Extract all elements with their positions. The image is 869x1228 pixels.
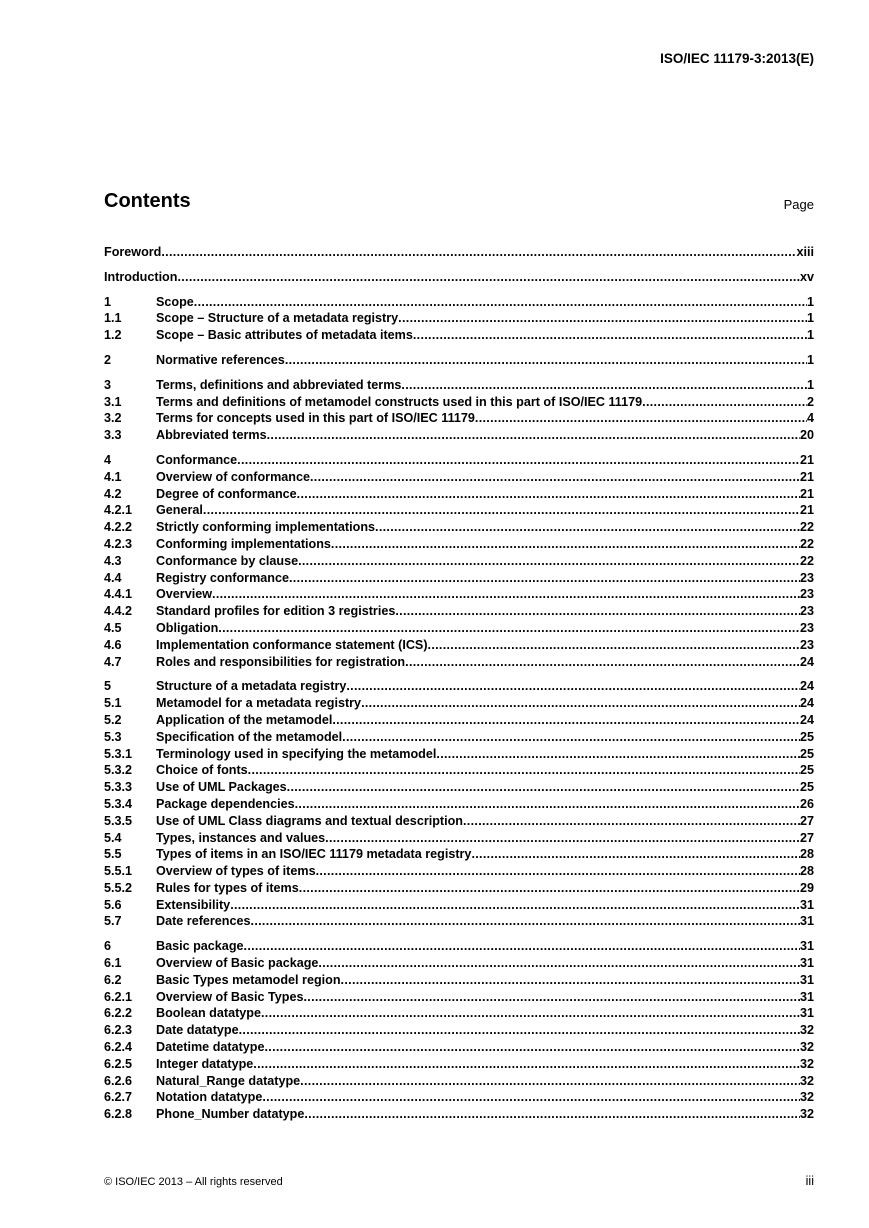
toc-entry[interactable] [104,519,814,536]
toc-entry[interactable] [104,352,814,369]
toc-entry-page: 1 [806,294,814,309]
toc-entry-label: Scope [156,294,194,309]
toc-entry-number: 5.3.3 [104,780,133,795]
toc-entry-label: Package dependencies [156,796,295,811]
toc-entry[interactable] [104,394,814,411]
toc-leader-dots [342,729,800,746]
toc-entry-page: 21 [799,452,814,467]
toc-entry-label: Normative references [156,352,285,367]
toc-entry-label: Overview of Basic package [156,956,319,971]
toc-entry-page: 24 [799,654,814,669]
toc-entry-number: 6.2 [104,972,122,987]
toc-group [104,269,814,286]
toc-entry[interactable] [104,570,814,587]
toc-entry-number: 5.1 [104,696,122,711]
toc-leader-dots [398,310,807,327]
toc-entry-number: 3.3 [104,428,122,443]
toc-group [104,294,814,344]
toc-entry-number: 6.2.1 [104,989,133,1004]
toc-entry-label: Boolean datatype [156,1006,261,1021]
toc-group [104,377,814,444]
toc-leader-dots [405,654,800,671]
toc-entry[interactable] [104,294,814,311]
toc-entry-number: 5.2 [104,712,122,727]
toc-entry-page: 32 [799,1040,814,1055]
toc-leader-dots [264,1039,800,1056]
toc-leader-dots [218,620,800,637]
toc-leader-dots [230,897,800,914]
toc-entry-number: 4.5 [104,620,122,635]
toc-entry-number: 4.4.2 [104,604,133,619]
toc-entry[interactable] [104,830,814,847]
toc-entry-page: 32 [799,1073,814,1088]
toc-entry-number: 4.2.2 [104,520,133,535]
toc-entry-page: 23 [799,587,814,602]
toc-leader-dots [316,863,800,880]
toc-entry-label: Standard profiles for edition 3 registries [156,604,396,619]
toc-entry-number: 6.2.7 [104,1090,133,1105]
toc-entry-label: General [156,503,203,518]
toc-group [104,244,814,261]
toc-leader-dots [237,452,800,469]
toc-entry[interactable] [104,1022,814,1039]
toc-entry[interactable] [104,989,814,1006]
toc-leader-dots [203,502,800,519]
toc-entry-label: Abbreviated terms [156,428,267,443]
toc-entry-page: 32 [799,1090,814,1105]
toc-leader-dots [325,830,800,847]
toc-entry-page: 32 [799,1023,814,1038]
toc-leader-dots [295,796,800,813]
toc-leader-dots [244,938,800,955]
toc-entry-page: 31 [799,897,814,912]
toc-leader-dots [413,327,807,344]
toc-entry-label: Obligation [156,620,219,635]
toc-leader-dots [177,269,800,286]
toc-entry-number: 5.5 [104,847,122,862]
toc-leader-dots [212,586,800,603]
toc-entry-page: xv [799,269,814,284]
toc-entry-label: Structure of a metadata registry [156,679,347,694]
toc-entry-label: Roles and responsibilities for registration [156,654,406,669]
toc-entry-page: 27 [799,830,814,845]
toc-entry[interactable] [104,427,814,444]
toc-leader-dots [161,244,796,261]
toc-leader-dots [261,1005,800,1022]
toc-entry[interactable] [104,553,814,570]
toc-leader-dots [253,1056,800,1073]
toc-leader-dots [289,570,800,587]
toc-entry[interactable] [104,913,814,930]
toc-entry[interactable] [104,695,814,712]
toc-entry[interactable] [104,1106,814,1123]
toc-leader-dots [285,352,807,369]
toc-entry-page: 1 [806,311,814,326]
toc-entry-number: 4.2 [104,486,122,501]
toc-leader-dots [318,955,800,972]
toc-leader-dots [310,469,800,486]
toc-entry[interactable] [104,762,814,779]
toc-entry-number: 3.1 [104,394,122,409]
toc-entry-label: Metamodel for a metadata registry [156,696,362,711]
toc-entry-label: Specification of the metamodel [156,729,343,744]
toc-entry-number: 5.3.4 [104,796,133,811]
toc-entry-label: Introduction [104,269,178,284]
toc-entry-page: 24 [799,679,814,694]
toc-entry-page: xiii [796,245,814,259]
toc-leader-dots [375,519,800,536]
toc-entry[interactable] [104,603,814,620]
toc-entry-number: 4.1 [104,469,122,484]
toc-entry[interactable] [104,586,814,603]
toc-entry-page: 28 [799,864,814,879]
toc-leader-dots [299,880,800,897]
toc-entry[interactable] [104,1073,814,1090]
toc-entry[interactable] [104,846,814,863]
toc-entry[interactable] [104,880,814,897]
toc-entry-page: 24 [799,712,814,727]
toc-entry[interactable] [104,712,814,729]
toc-entry[interactable] [104,1089,814,1106]
toc-entry-number: 6.2.3 [104,1023,133,1038]
toc-entry-page: 28 [799,847,814,862]
toc-entry-page: 31 [799,1006,814,1021]
toc-entry-number: 4.4 [104,570,122,585]
toc-entry[interactable] [104,502,814,519]
toc-leader-dots [361,695,800,712]
toc-entry-label: Terms, definitions and abbreviated terms [156,377,402,392]
toc-entry-number: 4.6 [104,637,122,652]
toc-entry[interactable] [104,729,814,746]
toc-entry[interactable] [104,938,814,955]
toc-entry-page: 25 [799,746,814,761]
toc-entry-page: 25 [799,780,814,795]
toc-entry-label: Use of UML Packages [156,780,287,795]
toc-leader-dots [642,394,807,411]
table-of-contents [104,244,814,1131]
toc-leader-dots [346,678,800,695]
footer-page-number: iii [805,1174,814,1188]
toc-entry-label: Foreword [104,245,162,259]
toc-entry-page: 1 [806,328,814,343]
toc-entry-page: 25 [799,729,814,744]
toc-entry-number: 1.2 [104,328,122,343]
toc-entry-number: 5.5.1 [104,864,133,879]
toc-group [104,678,814,930]
toc-entry-label: Scope – Basic attributes of metadata items [156,328,413,343]
toc-entry-number: 6.2.4 [104,1040,133,1055]
toc-entry-label: Basic package [156,939,244,954]
toc-entry-page: 21 [799,503,814,518]
toc-leader-dots [267,427,800,444]
toc-entry-page: 21 [799,469,814,484]
toc-entry-label: Terminology used in specifying the metamodel [156,746,437,761]
toc-entry[interactable] [104,620,814,637]
toc-entry-label: Terms for concepts used in this part of ISO/IEC 11179 [156,411,475,426]
toc-leader-dots [395,603,800,620]
toc-entry-number: 4.4.1 [104,587,133,602]
toc-leader-dots [475,410,807,427]
toc-leader-dots [262,1089,800,1106]
toc-entry[interactable] [104,779,814,796]
toc-entry-label: Types, instances and values [156,830,326,845]
toc-leader-dots [341,972,800,989]
toc-entry[interactable] [104,327,814,344]
toc-entry[interactable] [104,897,814,914]
toc-entry-page: 22 [799,536,814,551]
toc-entry-label: Basic Types metamodel region [156,972,341,987]
toc-entry-number: 6.2.6 [104,1073,133,1088]
toc-entry-number: 4.7 [104,654,122,669]
toc-entry-page: 29 [799,880,814,895]
toc-entry-label: Overview of conformance [156,469,310,484]
toc-entry-page: 22 [799,553,814,568]
toc-entry[interactable] [104,1056,814,1073]
toc-entry[interactable] [104,746,814,763]
toc-entry-number: 5.7 [104,914,122,929]
toc-entry-number: 1.1 [104,311,122,326]
toc-entry-label: Natural_Range datatype [156,1073,301,1088]
toc-entry-number: 5.5.2 [104,880,133,895]
toc-entry[interactable] [104,863,814,880]
toc-entry[interactable] [104,469,814,486]
toc-entry-label: Implementation conformance statement (ICS) [156,637,428,652]
toc-entry-number: 4.3 [104,553,122,568]
toc-entry-page: 31 [799,914,814,929]
toc-entry-number: 6.2.8 [104,1107,133,1122]
toc-entry-number: 6.1 [104,956,122,971]
toc-entry[interactable] [104,410,814,427]
toc-entry-page: 23 [799,637,814,652]
toc-leader-dots [401,377,807,394]
toc-entry[interactable] [104,678,814,695]
toc-entry-page: 32 [799,1056,814,1071]
toc-entry-number: 6 [104,939,112,954]
toc-leader-dots [239,1022,800,1039]
toc-entry-label: Conformance by clause [156,553,299,568]
toc-entry-page: 31 [799,939,814,954]
toc-leader-dots [298,553,800,570]
toc-entry-page: 1 [806,377,814,392]
toc-leader-dots [248,762,800,779]
toc-entry[interactable] [104,310,814,327]
toc-entry[interactable] [104,536,814,553]
toc-entry[interactable] [104,452,814,469]
toc-entry-page: 27 [799,813,814,828]
toc-entry-page: 2 [806,394,814,409]
toc-entry-label: Date datatype [156,1023,239,1038]
toc-entry[interactable] [104,486,814,503]
toc-entry-page: 22 [799,520,814,535]
toc-entry-number: 4 [104,452,112,467]
toc-entry-page: 4 [806,411,814,426]
toc-entry-number: 6.2.5 [104,1056,133,1071]
toc-entry-label: Application of the metamodel [156,712,333,727]
toc-entry-label: Date references [156,914,251,929]
page-title: Contents [104,190,191,212]
toc-leader-dots [287,779,800,796]
toc-entry[interactable] [104,377,814,394]
toc-entry-page: 26 [799,796,814,811]
toc-leader-dots [304,1106,800,1123]
toc-entry-page: 31 [799,989,814,1004]
toc-entry-number: 5 [104,679,112,694]
toc-entry[interactable] [104,269,814,286]
toc-leader-dots [297,486,800,503]
toc-group [104,352,814,369]
document-id-header: ISO/IEC 11179-3:2013(E) [660,51,814,66]
toc-entry[interactable] [104,654,814,671]
toc-entry-page: 1 [806,352,814,367]
toc-entry-label: Choice of fonts [156,763,248,778]
toc-group [104,938,814,1123]
toc-entry-page: 32 [799,1107,814,1122]
toc-entry-label: Overview [156,587,213,602]
copyright-footer: © ISO/IEC 2013 – All rights reserved [104,1176,283,1188]
toc-entry-label: Extensibility [156,897,231,912]
toc-leader-dots [471,846,800,863]
toc-entry[interactable] [104,972,814,989]
toc-leader-dots [303,989,800,1006]
toc-entry-label: Conformance [156,452,238,467]
toc-entry-label: Overview of types of items [156,864,316,879]
toc-entry-number: 3 [104,377,112,392]
toc-entry-label: Conforming implementations [156,536,331,551]
toc-entry-label: Terms and definitions of metamodel constructs used in this part of ISO/IEC 11179 [156,394,643,409]
toc-entry-number: 5.3.1 [104,746,133,761]
toc-leader-dots [436,746,800,763]
toc-entry-number: 6.2.2 [104,1006,133,1021]
toc-entry-page: 25 [799,763,814,778]
toc-leader-dots [194,294,807,311]
toc-entry-number: 1 [104,294,112,309]
toc-entry-page: 23 [799,604,814,619]
toc-entry-number: 3.2 [104,411,122,426]
toc-entry-label: Rules for types of items [156,880,299,895]
toc-entry[interactable] [104,1005,814,1022]
toc-entry-label: Overview of Basic Types [156,989,304,1004]
toc-entry-page: 31 [799,972,814,987]
toc-entry-label: Scope – Structure of a metadata registry [156,311,399,326]
toc-entry-number: 4.2.3 [104,536,133,551]
toc-entry-label: Notation datatype [156,1090,263,1105]
toc-entry[interactable] [104,1039,814,1056]
toc-entry[interactable] [104,813,814,830]
toc-entry-number: 5.4 [104,830,122,845]
toc-entry-page: 31 [799,956,814,971]
toc-leader-dots [428,637,800,654]
toc-leader-dots [251,913,800,930]
toc-group [104,452,814,670]
toc-entry-number: 5.6 [104,897,122,912]
toc-entry-page: 23 [799,570,814,585]
toc-entry-page: 20 [799,428,814,443]
toc-entry-label: Degree of conformance [156,486,297,501]
toc-entry[interactable] [104,244,814,261]
toc-leader-dots [463,813,800,830]
toc-entry-number: 4.2.1 [104,503,133,518]
toc-entry-label: Types of items in an ISO/IEC 11179 metadata registry [156,847,472,862]
toc-entry-number: 5.3.5 [104,813,133,828]
toc-entry-page: 23 [799,620,814,635]
toc-entry-page: 24 [799,696,814,711]
toc-leader-dots [331,536,800,553]
toc-entry-number: 2 [104,352,112,367]
toc-entry[interactable] [104,955,814,972]
toc-entry[interactable] [104,796,814,813]
toc-entry-label: Registry conformance [156,570,289,585]
toc-entry-label: Integer datatype [156,1056,254,1071]
toc-entry-page: 21 [799,486,814,501]
toc-entry-number: 5.3 [104,729,122,744]
toc-entry-label: Datetime datatype [156,1040,265,1055]
toc-entry-label: Phone_Number datatype [156,1107,305,1122]
toc-entry-label: Strictly conforming implementations [156,520,376,535]
toc-entry-number: 5.3.2 [104,763,133,778]
page-column-label: Page [783,197,814,212]
toc-leader-dots [300,1073,800,1090]
toc-entry[interactable] [104,637,814,654]
toc-leader-dots [332,712,800,729]
toc-entry-label: Use of UML Class diagrams and textual description [156,813,463,828]
